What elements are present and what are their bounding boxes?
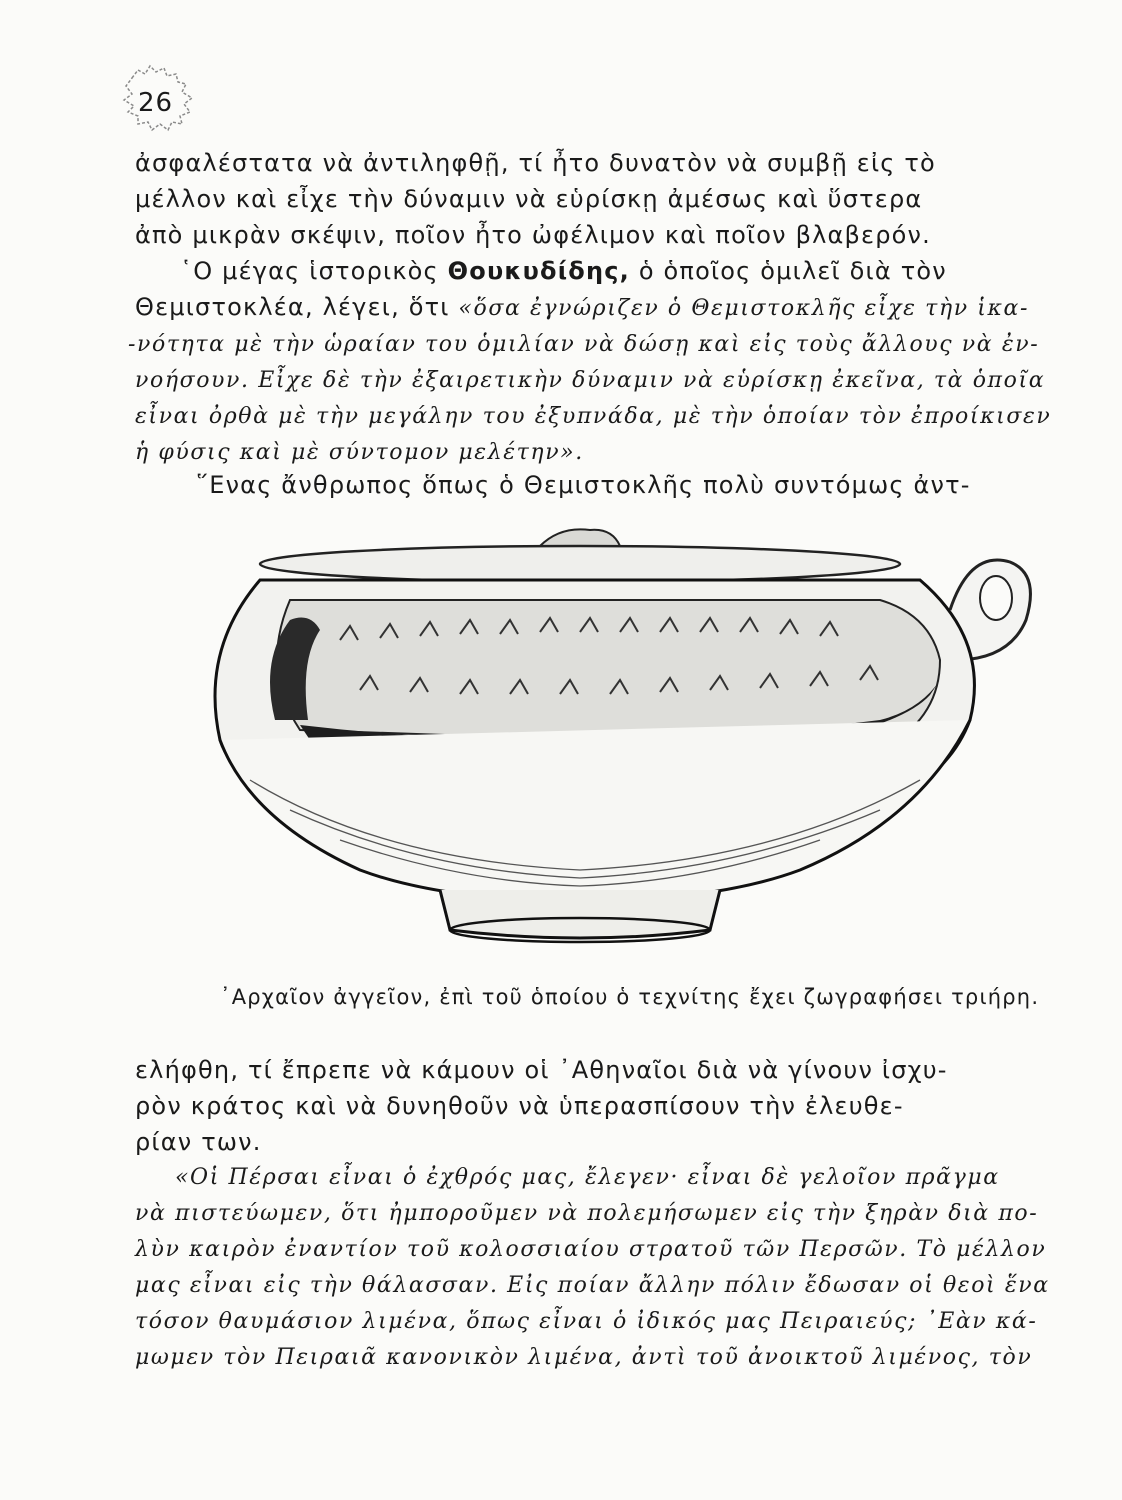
text-line: μέλλον καὶ εἶχε τὴν δύναμιν νὰ εὑρίσκῃ ἀμέσως καὶ ὕστερα	[135, 185, 923, 213]
thucydides-name: Θουκυδίδης,	[447, 257, 630, 285]
text-line: ρίαν των.	[135, 1128, 262, 1156]
text-line: ρὸν κράτος καὶ νὰ δυνηθοῦν νὰ ὑπερασπίσουν τὴν ἐλευθε-	[135, 1092, 904, 1120]
text-span: ὁ ὁποῖος ὁμιλεῖ διὰ τὸν	[630, 257, 947, 285]
italic-quote-line: νὰ πιστεύωμεν, ὅτι ἠμποροῦμεν νὰ πολεμήσωμεν εἰς τὴν ξηρὰν διὰ πο-	[135, 1201, 1039, 1226]
italic-quote-line: ἡ φύσις καὶ μὲ σύντομον μελέτην».	[135, 440, 584, 465]
italic-quote-line: μας εἶναι εἰς τὴν θάλασσαν. Εἰς ποίαν ἄλλην πόλιν ἔδωσαν οἱ θεοὶ ἕνα	[135, 1273, 1050, 1298]
quote-span: «ὅσα ἐγνώριζεν ὁ Θεμιστοκλῆς εἶχε τὴν ἱκα-	[458, 296, 1030, 321]
text-span: ῾Ο μέγας ἱστορικὸς	[180, 257, 448, 285]
figure-caption: ᾿Αρχαῖον ἀγγεῖον, ἐπὶ τοῦ ὁποίου ὁ τεχνίτης ἔχει ζωγραφήσει τριήρη.	[220, 985, 1040, 1009]
italic-quote-line: λὺν καιρὸν ἐναντίον τοῦ κολοσσιαίου στρατοῦ τῶν Περσῶν. Τὸ μέλλον	[135, 1237, 1047, 1262]
page-number-stamp	[112, 60, 208, 140]
italic-quote-line: «Οἱ Πέρσαι εἶναι ὁ ἐχθρός μας, ἔλεγεν· εἶναι δὲ γελοῖον πρᾶγμα	[175, 1165, 1000, 1190]
text-line: ελήφθη, τί ἔπρεπε νὰ κάμουν οἱ ᾿Αθηναῖοι διὰ νὰ γίνουν ἰσχυ-	[135, 1056, 948, 1084]
text-line	[135, 292, 1029, 324]
text-line: ἀσφαλέστατα νὰ ἀντιληφθῇ, τί ἦτο δυνατὸν νὰ συμβῇ εἰς τὸ	[135, 149, 936, 177]
italic-quote-line: μωμεν τὸν Πειραιᾶ κανονικὸν λιμένα, ἀντὶ τοῦ ἀνοικτοῦ λιμένος, τὸν	[135, 1345, 1033, 1370]
text-line	[180, 256, 947, 286]
italic-quote-line: -νότητα μὲ τὴν ὡραίαν του ὁμιλίαν νὰ δώσῃ καὶ εἰς τοὺς ἄλλους νὰ ἐν-	[128, 332, 1040, 357]
ancient-vase-illustration	[180, 520, 1060, 960]
text-line: ῞Ενας ἄνθρωπος ὅπως ὁ Θεμιστοκλῆς πολὺ συντόμως ἀντ-	[196, 471, 971, 499]
page-number: 26	[138, 88, 174, 118]
italic-quote-line: νοήσουν. Εἶχε δὲ τὴν ἐξαιρετικὴν δύναμιν νὰ εὑρίσκῃ ἐκεῖνα, τὰ ὁποῖα	[135, 368, 1046, 393]
text-span: Θεμιστοκλέα, λέγει, ὅτι	[135, 293, 459, 321]
italic-quote-line: εἶναι ὀρθὰ μὲ τὴν μεγάλην του ἐξυπνάδα, μὲ τὴν ὁποίαν τὸν ἐπροίκισεν	[135, 404, 1052, 429]
italic-quote-line: τόσον θαυμάσιον λιμένα, ὅπως εἶναι ὁ ἰδικός μας Πειραιεύς; ᾿Εὰν κά-	[135, 1309, 1038, 1334]
text-line: ἀπὸ μικρὰν σκέψιν, ποῖον ἦτο ὠφέλιμον καὶ ποῖον βλαβερόν.	[135, 221, 931, 249]
